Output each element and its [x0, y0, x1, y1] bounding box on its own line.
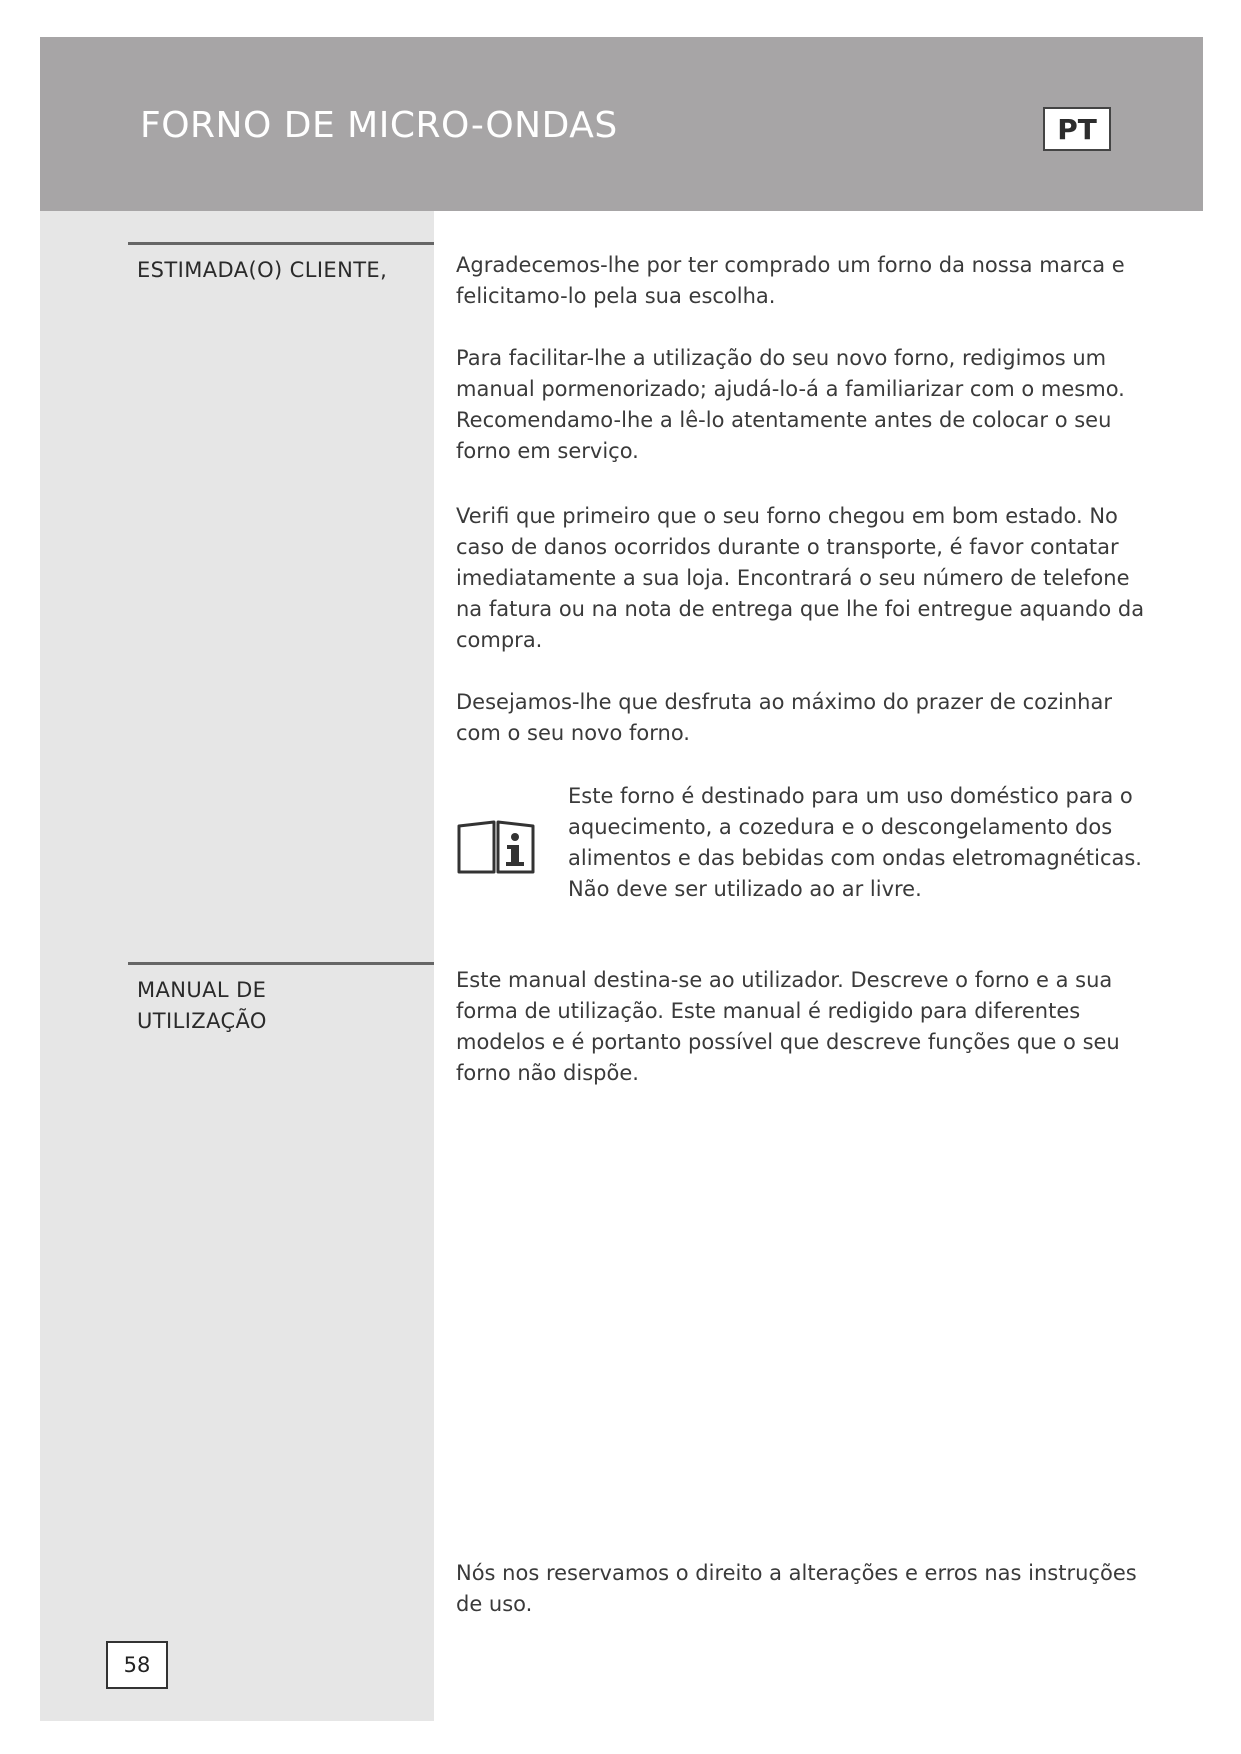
page-number: 58 — [106, 1641, 168, 1689]
document-title: FORNO DE MICRO-ONDAS — [140, 105, 618, 146]
paragraph-thanks: Agradecemos-lhe por ter comprado um forno da nossa marca e felicitamo-lo pela sua escolha. — [456, 253, 1125, 308]
sidebar — [40, 211, 434, 1721]
footer-disclaimer: Nós nos reservamos o direito a alterações e erros nas instruções de uso. — [456, 1561, 1137, 1616]
paragraph-manual-intro: Para facilitar-lhe a utilização do seu novo forno, redigimos um manual pormenorizado; ajudá-lo-á a familiarizar com o mesmo. Recomendamo-lhe a lê-lo atentamente antes de colocar o seu forno em serviço. — [456, 346, 1125, 463]
manual-info-icon — [456, 818, 536, 876]
paragraph-check-condition: Verifi que primeiro que o seu forno chegou em bom estado. No caso de danos ocorridos durante o transporte, é favor contatar imediatamente a sua loja. Encontrará o seu número de telefone na fatura ou na nota de entrega que lhe foi entregue aquando da compra. — [456, 504, 1145, 652]
section-heading-customer: ESTIMADA(O) CLIENTE, — [128, 242, 434, 286]
info-note-text: Este forno é destinado para um uso doméstico para o aquecimento, a cozedura e o descongelamento dos alimentos e das bebidas com ondas eletromagnéticas. Não deve ser utilizado ao ar livre. — [568, 784, 1142, 901]
section-heading-manual: MANUAL DE UTILIZAÇÃO — [128, 962, 434, 1037]
info-note — [456, 781, 1156, 941]
paragraph-enjoy: Desejamos-lhe que desfruta ao máximo do prazer de cozinhar com o seu novo forno. — [456, 690, 1112, 745]
page-header — [40, 37, 1203, 211]
paragraph-manual-description: Este manual destina-se ao utilizador. Descreve o forno e a sua forma de utilização. Este manual é redigido para diferentes modelos e é portanto possível que descreve funções que o seu forno não dispõe. — [456, 968, 1120, 1085]
language-badge: PT — [1043, 107, 1111, 151]
